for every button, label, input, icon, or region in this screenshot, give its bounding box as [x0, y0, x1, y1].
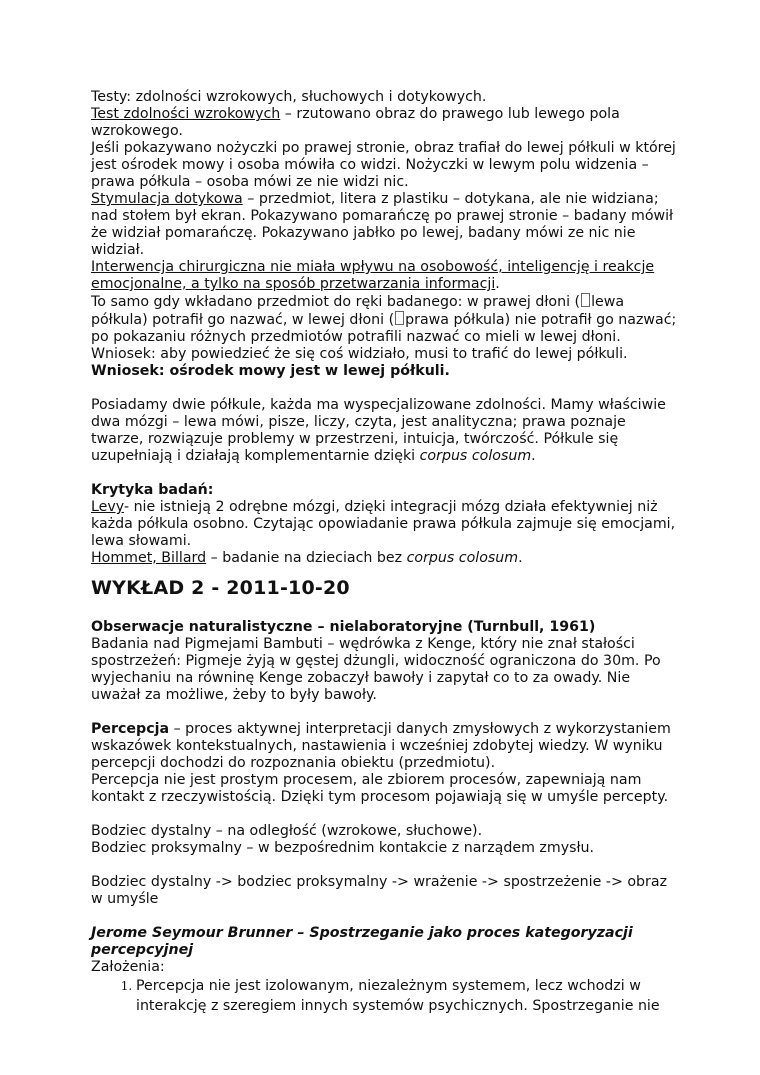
- lecture-heading: WYKŁAD 2 - 2011-10-20: [91, 577, 350, 599]
- levy-paragraph: [91, 499, 681, 550]
- list-item: 1. Percepcja nie jest izolowanym, niezależnym systemem, lecz wchodzi w interakcję z szeregiem innych systemów psychicznych. Spostrzeganie nie: [136, 976, 681, 1016]
- levy-desc: - nie istnieją 2 odrębne mózgi, dzięki integracji mózg działa efektywniej niż każda półkula osobno. Czytając opowiadanie prawa półkula zajmuje się emocjami, lewa słowami.: [91, 499, 676, 549]
- conclusion-2: Wniosek: ośrodek mowy jest w lewej półkuli.: [91, 363, 450, 379]
- touch-paragraph: [91, 191, 681, 259]
- hemispheres-italic: corpus colosum: [419, 448, 532, 464]
- hommet-end: .: [518, 550, 523, 566]
- conclusion-1: Wniosek: aby powiedzieć że się coś widziało, musi to trafić do lewej półkuli.: [91, 346, 628, 362]
- missing-glyph-icon: [395, 311, 404, 325]
- visual-test-paragraph: [91, 106, 681, 140]
- touch-desc: – przedmiot, litera z plastiku – dotykana, ale nie widziana; nad stołem był ekran. Pokazywano pomarańczę po prawej stronie – badany mówił że widział pomarańczę. Pokazywano jabłko po lewej, badany mówi ze nic nie widział.: [91, 191, 674, 258]
- levy-name: Levy: [91, 499, 124, 515]
- assumptions-label: Założenia:: [91, 959, 165, 975]
- naturalistic-heading: Obserwacje naturalistyczne – nielaboratoryjne (Turnbull, 1961): [91, 619, 596, 635]
- stimulus-chain: Bodziec dystalny -> bodziec proksymalny -> wrażenie -> spostrzeżenie -> obraz w umyśle: [91, 874, 668, 907]
- assumptions-list: [91, 976, 681, 1016]
- perception-text-2: Percepcja nie jest prostym procesem, ale zbiorem procesów, zapewniają nam kontakt z rzeczywistością. Dzięki tym procesom pojawiają się w umyśle percepty.: [91, 772, 669, 805]
- proximal-stimulus: Bodziec proksymalny – w bezpośrednim kontakcie z narządem zmysłu.: [91, 840, 595, 856]
- hemispheres-end: .: [531, 448, 536, 464]
- surgery-paragraph: [91, 259, 681, 293]
- tests-line: Testy: zdolności wzrokowych, słuchowych i dotykowych.: [91, 89, 487, 105]
- distal-stimulus: Bodziec dystalny – na odległość (wzrokowe, słuchowe).: [91, 823, 483, 839]
- brunner-heading: Jerome Seymour Brunner – Spostrzeganie jako proces kategoryzacji percepcyjnej: [91, 925, 633, 958]
- surgery-end: .: [495, 276, 500, 292]
- hommet-italic: corpus colosum: [406, 550, 519, 566]
- scissors-paragraph: Jeśli pokazywano nożyczki po prawej stronie, obraz trafiał do lewej półkuli w której jest ośrodek mowy i osoba mówiła co widzi. Nożyczki w lewym polu widzenia – prawa półkula – osoba mówi ze nie widzi nic.: [91, 140, 676, 190]
- hemispheres-text: Posiadamy dwie półkule, każda ma wyspecjalizowane zdolności. Mamy właściwie dwa mózgi – lewa mówi, pisze, liczy, czyta, jest analityczna; prawa poznaje twarze, rozwiązuje problemy w przestrzeni, intuicja, twórczość. Półkule się uzupełniają i działają komplementarnie dzięki: [91, 397, 666, 464]
- perception-term: Percepcja: [91, 721, 170, 737]
- hemispheres-paragraph: [91, 397, 681, 465]
- hand-paragraph: [91, 293, 681, 346]
- naturalistic-text: Badania nad Pigmejami Bambuti – wędrówka z Kenge, który nie znał stałości spostrzeżeń: Pigmeje żyją w gęstej dżungli, widoczność ograniczona do 30m. Po wyjechaniu na równinę Kenge zobaczył bawoły i zapytał co to za owady. Nie uważał za możliwe, żeby to były bawoły.: [91, 636, 661, 703]
- hommet-name: Hommet, Billard: [91, 550, 207, 566]
- critique-heading: Krytyka badań:: [91, 482, 214, 498]
- hommet-desc: – badanie na dzieciach bez: [206, 550, 407, 566]
- hand-text-a: To samo gdy wkładano przedmiot do ręki badanego: w prawej dłoni (: [91, 294, 581, 310]
- visual-test-desc: – rzutowano obraz do prawego lub lewego pola wzrokowego.: [91, 106, 620, 139]
- touch-term: Stymulacja dotykowa: [91, 191, 243, 207]
- hand-text-c: prawa półkula) nie potrafił go nazwać; po pokazaniu różnych przedmiotów potrafili nazwać co mieli w lewej dłoni.: [91, 312, 677, 345]
- perception-paragraph: [91, 721, 681, 772]
- hand-text-b: lewa półkula) potrafił go nazwać, w lewej dłoni (: [91, 294, 625, 328]
- document-page: [91, 89, 681, 1016]
- visual-test-term: Test zdolności wzrokowych: [91, 106, 281, 122]
- perception-desc: – proces aktywnej interpretacji danych zmysłowych z wykorzystaniem wskazówek kontekstualnych, nastawienia i wcześniej zdobytej wiedzy. W wyniku percepcji dochodzi do rozpoznania obiektu (przedmiotu).: [91, 721, 671, 771]
- surgery-text: Interwencja chirurgiczna nie miała wpływu na osobowość, inteligencję i reakcje emocjonalne, a tylko na sposób przetwarzania informacji: [91, 259, 655, 292]
- missing-glyph-icon: [581, 293, 590, 307]
- hommet-paragraph: [91, 550, 681, 567]
